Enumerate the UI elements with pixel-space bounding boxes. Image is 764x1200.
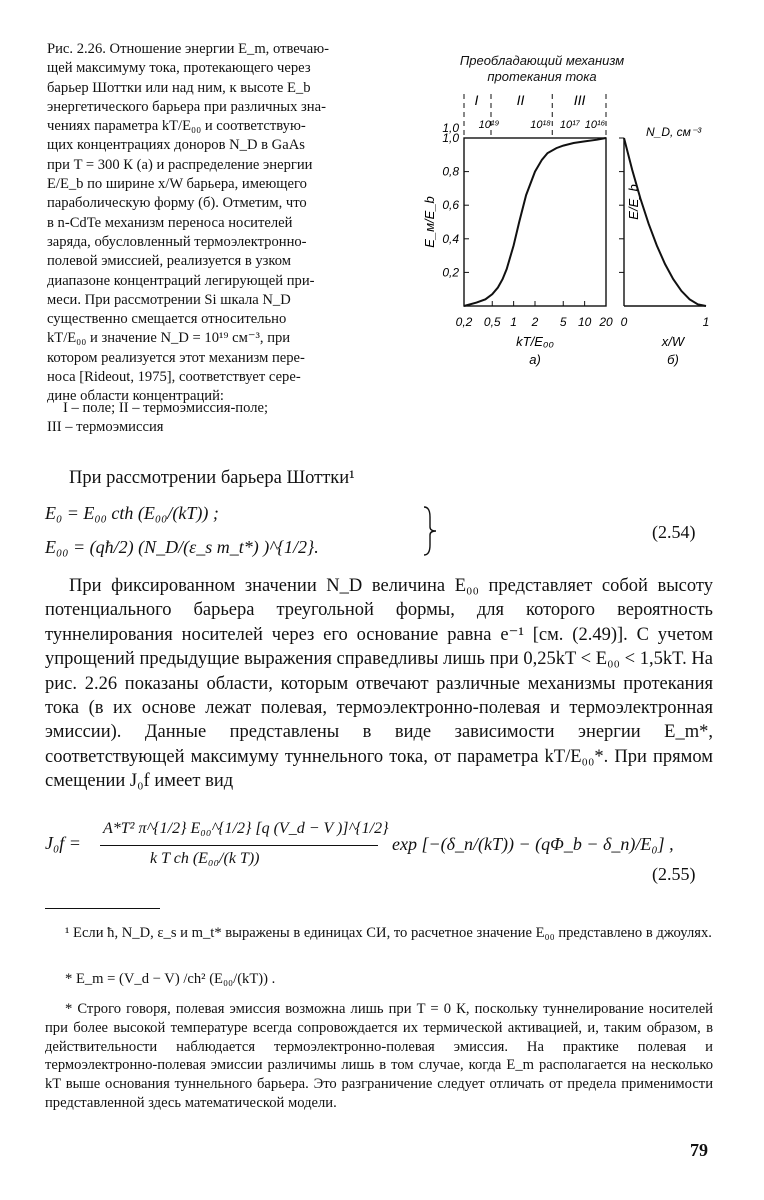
x-tick-label: 0	[620, 315, 628, 329]
series-line-energy-profile	[624, 138, 706, 306]
caption-line: энергетического барьера при различных зна-	[47, 98, 326, 115]
equation-2-55-denominator: k T ch (E₀₀/(k T))	[150, 850, 260, 867]
panel-a-frame	[464, 138, 606, 306]
y-axis-label: E/E_b	[626, 184, 641, 220]
region-label: I	[474, 92, 479, 108]
nd-tick-label: 10¹⁶	[584, 119, 606, 131]
body-paragraph: При фиксированном значении N_D величина E₀₀ представляет собой высоту потенциального барьера треугольной формы, для которого вероятность туннелирования носителей через его основание равна e⁻¹ [см. (2.49)]. С учетом упрощений предыдущие выражения справедливы лишь при 0,25kT < E₀₀ < 1,5kT. На рис. 2.26 показаны области, которым отвечают различные механизмы протекания тока (в их основе лежат полевая, термоэлектронно-полевая и термоэлектронная эмиссии). Данные представлены в виде зависимости энергии E_m*, соответствующей максимуму туннельного тока, от параметра kT/E₀₀*. При прямом смещении J₀f имеет вид	[45, 576, 713, 792]
caption-line: барьер Шоттки или над ним, к высоте E_b	[47, 79, 311, 96]
series-line-em	[464, 138, 606, 306]
caption-line: дине области концентраций:	[47, 388, 224, 405]
caption-line: kT/E₀₀ и значение N_D = 10¹⁹ см⁻³, при	[47, 330, 291, 347]
panel-label-a: а)	[529, 352, 541, 367]
legend-line: III – термоэмиссия	[47, 419, 164, 436]
y-tick-label: 0,8	[442, 164, 459, 179]
figure-2-26	[420, 48, 740, 378]
x-tick-label: 1	[510, 315, 517, 329]
region-label: II	[516, 92, 525, 108]
page-number: 79	[690, 1140, 708, 1160]
legend-line: I – поле; II – термоэмиссия-поле;	[63, 400, 269, 416]
equation-2-55-exponent: exp [−(δ_n/(kT)) − (qΦ_b − δ_n)/E₀] ,	[392, 834, 674, 854]
nd-axis-label: N_D, см⁻³	[646, 125, 702, 139]
x-tick-label: 5	[559, 315, 567, 329]
x-axis-label: kT/E₀₀	[516, 334, 554, 349]
footnote-2: * E_m = (V_d − V) /ch² (E₀₀/(kT)) .	[65, 971, 276, 987]
equation-2-55-lhs: J₀f =	[45, 833, 81, 853]
y-tick-label: 0,2	[442, 265, 459, 280]
footnote-divider	[45, 908, 160, 909]
chart-title-line1: Преобладающий механизм	[459, 53, 625, 68]
caption-line: котором реализуется этот механизм пере-	[47, 349, 305, 366]
x-tick-label: 0,5	[483, 315, 501, 329]
figure-caption	[47, 40, 389, 407]
fraction-bar	[100, 845, 378, 846]
caption-line: щей максимуму тока, протекающего через	[47, 60, 311, 77]
intro-text: При рассмотрении барьера Шоттки¹	[69, 468, 355, 488]
x-axis-label: x/W	[661, 334, 685, 349]
caption-line: заряда, обусловленный термоэлектронно-	[47, 233, 307, 250]
caption-line: меси. При рассмотрении Si шкала N_D	[47, 291, 291, 308]
nd-tick-label: 10¹⁸	[530, 119, 551, 131]
top-left-label: 1,0	[442, 121, 459, 135]
equation-2-55-numerator: A*T² π^{1/2} E₀₀^{1/2} [q (V_d − V )]^{1/2}	[103, 820, 389, 837]
caption-line: существенно смещается относительно	[47, 311, 287, 328]
caption-line: Рис. 2.26. Отношение энергии E_m, отвечаю-	[47, 41, 329, 57]
panel-a	[422, 92, 613, 367]
x-tick-label: 0,2	[455, 315, 473, 329]
caption-line: щих концентрациях доноров N_D в GaAs	[47, 137, 305, 154]
figure-svg	[420, 48, 740, 378]
chart-title-line2: протекания тока	[487, 69, 597, 84]
caption-line: чениях параметра kT/E₀₀ и соответствую-	[47, 118, 306, 135]
caption-line: диапазоне концентраций легирующей при-	[47, 272, 315, 289]
y-axis-label: E_м/E_b	[422, 196, 437, 248]
caption-line: E/E_b по ширине x/W барьера, имеющего	[47, 176, 307, 193]
y-tick-label: 1,0	[442, 131, 459, 145]
y-tick-label: 0,6	[442, 198, 459, 213]
x-tick-label: 2	[531, 315, 539, 329]
footnote-1: ¹ Если ħ, N_D, ε_s и m_t* выражены в единицах СИ, то расчетное значение E₀₀ представлено в джоулях.	[65, 925, 712, 941]
panel-label-b: б)	[667, 352, 679, 367]
x-tick-label: 1	[702, 315, 710, 329]
caption-line: в n-CdTe механизм переноса носителей	[47, 214, 293, 231]
caption-line: при T = 300 К (a) и распределение энергии	[47, 156, 313, 173]
nd-tick-label: 10¹⁹	[478, 119, 500, 131]
nd-tick-label: 10¹⁷	[559, 119, 580, 131]
caption-line: параболическую форму (б). Отметим, что	[47, 195, 307, 212]
equation-number-2-55: (2.55)	[652, 864, 696, 884]
x-tick-label: 10	[577, 315, 592, 329]
caption-legend	[47, 399, 389, 438]
equation-2-54-line2: E₀₀ = (qħ/2) (N_D/(ε_s m_t*) )^{1/2}.	[45, 537, 319, 557]
x-tick-label: 20	[599, 315, 613, 329]
y-tick-label: 0,4	[442, 231, 459, 246]
footnote-3: * Строго говоря, полевая эмиссия возможна лишь при T = 0 К, поскольку туннелирование носителей при более высокой температуре всегда сопровождается их термической активацией, и, таким образом, в действительности наблюдается термоэлектронно-полевая эмиссия. На практике полевая и термоэлектронно-полевая эмиссии различимы лишь в том случае, когда E_m располагается на несколько kT выше основания туннельного барьера. Это разграничение следует отличать от предела применимости представленной здесь математической модели.	[45, 1001, 713, 1111]
region-label: III	[573, 92, 586, 108]
equation-2-54-line1: E₀ = E₀₀ cth (E₀₀/(kT)) ;	[45, 503, 219, 523]
brace-icon	[420, 505, 440, 557]
caption-line: носа [Rideout, 1975], соответствует сере-	[47, 369, 301, 386]
equation-number-2-54: (2.54)	[652, 522, 696, 542]
panel-b	[619, 125, 709, 367]
caption-line: полевой эмиссией, реализуется в узком	[47, 253, 292, 270]
